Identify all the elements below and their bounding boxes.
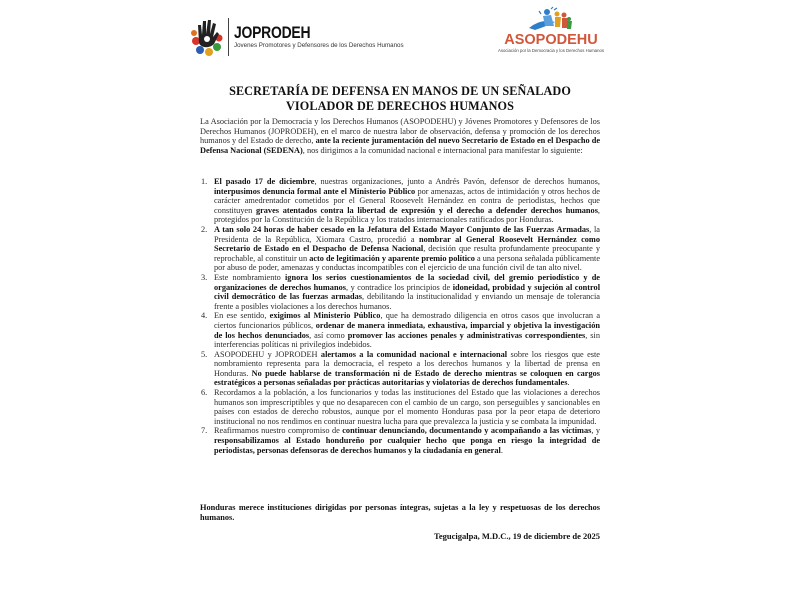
statement-text: Este nombramiento <box>214 272 285 282</box>
intro-text-1: La Asociación por la Democracia y los Derechos Humanos (ASOPODEHU) y Jóvenes Promotores y Defensores de los Derechos Humanos (JOPRODEH), en el marco de nuestra labor de observación, defensa y promoción de los derechos humanos y del Estado de derecho, <box>200 117 600 146</box>
document-title: SECRETARÍA DE DEFENSA EN MANOS DE UN SEÑALADO VIOLADOR DE DERECHOS HUMANOS <box>229 84 571 113</box>
statement-text: Recordamos a la población, a los funcionarios y todas las instituciones del Estado que las violaciones a derechos humanos son imprescriptibles y que no desaparecen con el cambio de un cargo, son perseguibles y sancionables en países con estados de derecho robustos, aunque por el momento Honduras pasa por la peor etapa de deterioro institucional no nos rendimos en continuar nuestra lucha para que prevalezca la justicia y se combata la impunidad. <box>214 388 600 426</box>
statement-number: 2. <box>201 224 208 234</box>
asopodehu-name: ASOPODEHU <box>504 32 598 48</box>
people-figures-icon <box>521 6 581 32</box>
statement-item <box>200 388 600 426</box>
statement-bold-text: ignora los serios cuestionamientos de la sociedad civil, del gremio periodístico y de organizaciones de derechos humanos <box>214 272 600 292</box>
joprodeh-logo <box>190 14 404 60</box>
statement-number: 1. <box>201 177 208 186</box>
statement-text: a una persona señalada públicamente por abuso de poder, amenazas y conductas incompatibles con el ejercicio de una función civil de tan alto nivel. <box>214 253 601 273</box>
joprodeh-name: JOPRODEH <box>234 23 311 42</box>
logo-divider <box>228 18 229 56</box>
statement-item <box>200 225 600 273</box>
statement-bold-text: No puede hablarse de transformación ni de Estado de derecho mientras se coloquen en cargos estratégicos a personas señaladas por prácticas autoritarias y violatorias de derechos fundamentales <box>214 368 600 388</box>
statement-item <box>200 177 600 225</box>
statement-text: ASOPODEHU y JOPRODEH <box>214 349 321 359</box>
statement-number: 7. <box>201 426 208 436</box>
joprodeh-subtitle: Jovenes Promotores y Defensores de los Derechos Humanos <box>234 42 404 49</box>
statement-item <box>200 350 600 388</box>
statement-bold-text: A tan solo 24 horas de haber cesado en la Jefatura del Estado Mayor Conjunto de las Fuerzas Armadas <box>214 224 590 234</box>
statement-text: , y <box>591 426 601 436</box>
statement-text: , nuestras organizaciones, junto a Andrés Pavón, defensor de derechos humanos, <box>314 177 600 186</box>
asopodehu-logo <box>495 6 607 58</box>
intro-text-2: , nos dirigimos a la comunidad nacional e internacional para manifestar lo siguiente: <box>302 145 583 155</box>
closing-statement: Honduras merece instituciones dirigidas por personas íntegras, sujetas a la ley y respetuosas de los derechos humanos. <box>200 503 600 522</box>
statement-number: 3. <box>201 272 208 282</box>
statement-item <box>200 273 600 311</box>
hand-print-icon <box>190 17 224 57</box>
statement-bold-text: alertamos a la comunidad nacional e internacional <box>320 349 508 359</box>
statement-bold-text: graves atentados contra la libertad de expresión y el derecho a defender derechos humanos <box>255 205 598 215</box>
statement-text: , decisión que resulta profundamente preocupante y reprochable, al constituir un <box>214 244 600 263</box>
statement-text: . <box>567 378 570 388</box>
statement-bold-text: El pasado 17 de diciembre <box>214 177 315 186</box>
statement-text: , que ha demostrado diligencia en otros casos que involucran a ciertos funcionarios públicos, <box>214 311 600 330</box>
statement-bold-text: acto de legitimación y aparente premio político <box>309 253 475 263</box>
statement-number: 5. <box>201 349 208 359</box>
statement-bold-text: interpusimos denuncia formal ante el Ministerio Público <box>214 186 416 196</box>
statement-text: En ese sentido, <box>214 311 270 321</box>
statement-bold-text: continuar denunciando, documentando y acompañando a las víctimas <box>342 426 592 436</box>
statement-text: , protegidos por la Constitución de la República y los tratados internacionales ratificados por Honduras. <box>214 205 600 225</box>
statement-text: . <box>500 445 503 455</box>
intro-paragraph <box>200 117 600 155</box>
statement-text: , y contradice los principios de <box>345 282 453 292</box>
statement-text: , debilitando la institucionalidad y enviando un mensaje de tolerancia frente a posibles violaciones a los derechos humanos. <box>214 292 600 311</box>
statement-number: 4. <box>201 311 208 321</box>
statement-bold-text: nombrar al General Roosevelt Hernández como Secretario de Estado en el Despacho de Defensa Nacional <box>214 234 600 254</box>
statement-bold-text: responsabilizamos al Estado hondureño por cualquier hecho que ponga en riesgo la integridad de periodistas, personas defensoras de derechos humanos y la ciudadanía en general <box>214 436 600 455</box>
statement-text: sobre los riesgos que este nombramiento representa para la democracia, el respeto a los derechos humanos y la libertad de prensa en Honduras. <box>214 349 600 378</box>
statement-item <box>200 426 600 455</box>
statement-text: , la Presidenta de la República, Xiomara Castro, procedió a <box>214 224 600 244</box>
statement-item <box>200 311 600 349</box>
statement-bold-text: idoneidad, probidad y sujeción al control civil democrático de las fuerzas armadas <box>214 282 601 302</box>
asopodehu-subtitle: Asociación por la Democracia y los Derechos Humanos <box>497 48 605 53</box>
statement-bold-text: exigimos al Ministerio Público <box>269 311 381 321</box>
statement-bold-text: ordenar de manera inmediata, exhaustiva, imparcial y objetiva la investigación de los hechos denunciados <box>214 320 600 340</box>
statement-bold-text: promover las acciones penales y administrativas correspondientes <box>347 330 586 340</box>
statement-number: 6. <box>201 388 208 398</box>
numbered-statements <box>200 177 600 455</box>
statement-text: , sin interferencias políticas ni privilegios indebidos. <box>214 330 600 350</box>
statement-text: por amenazas, actos de intimidación y otros hechos de carácter amedrentador cometidos por el General Roosevelt Hernández en contra de periodistas, hechos que constituyen <box>214 186 600 215</box>
statement-text: Reafirmamos nuestro compromiso de <box>214 426 343 436</box>
statement-text: , así como <box>309 330 348 340</box>
intro-bold: ante la reciente juramentación del nuevo Secretario de Estado en el Despacho de Defensa Nacional (SEDENA) <box>200 136 600 155</box>
place-date: Tegucigalpa, M.D.C., 19 de diciembre de 2025 <box>434 531 600 541</box>
